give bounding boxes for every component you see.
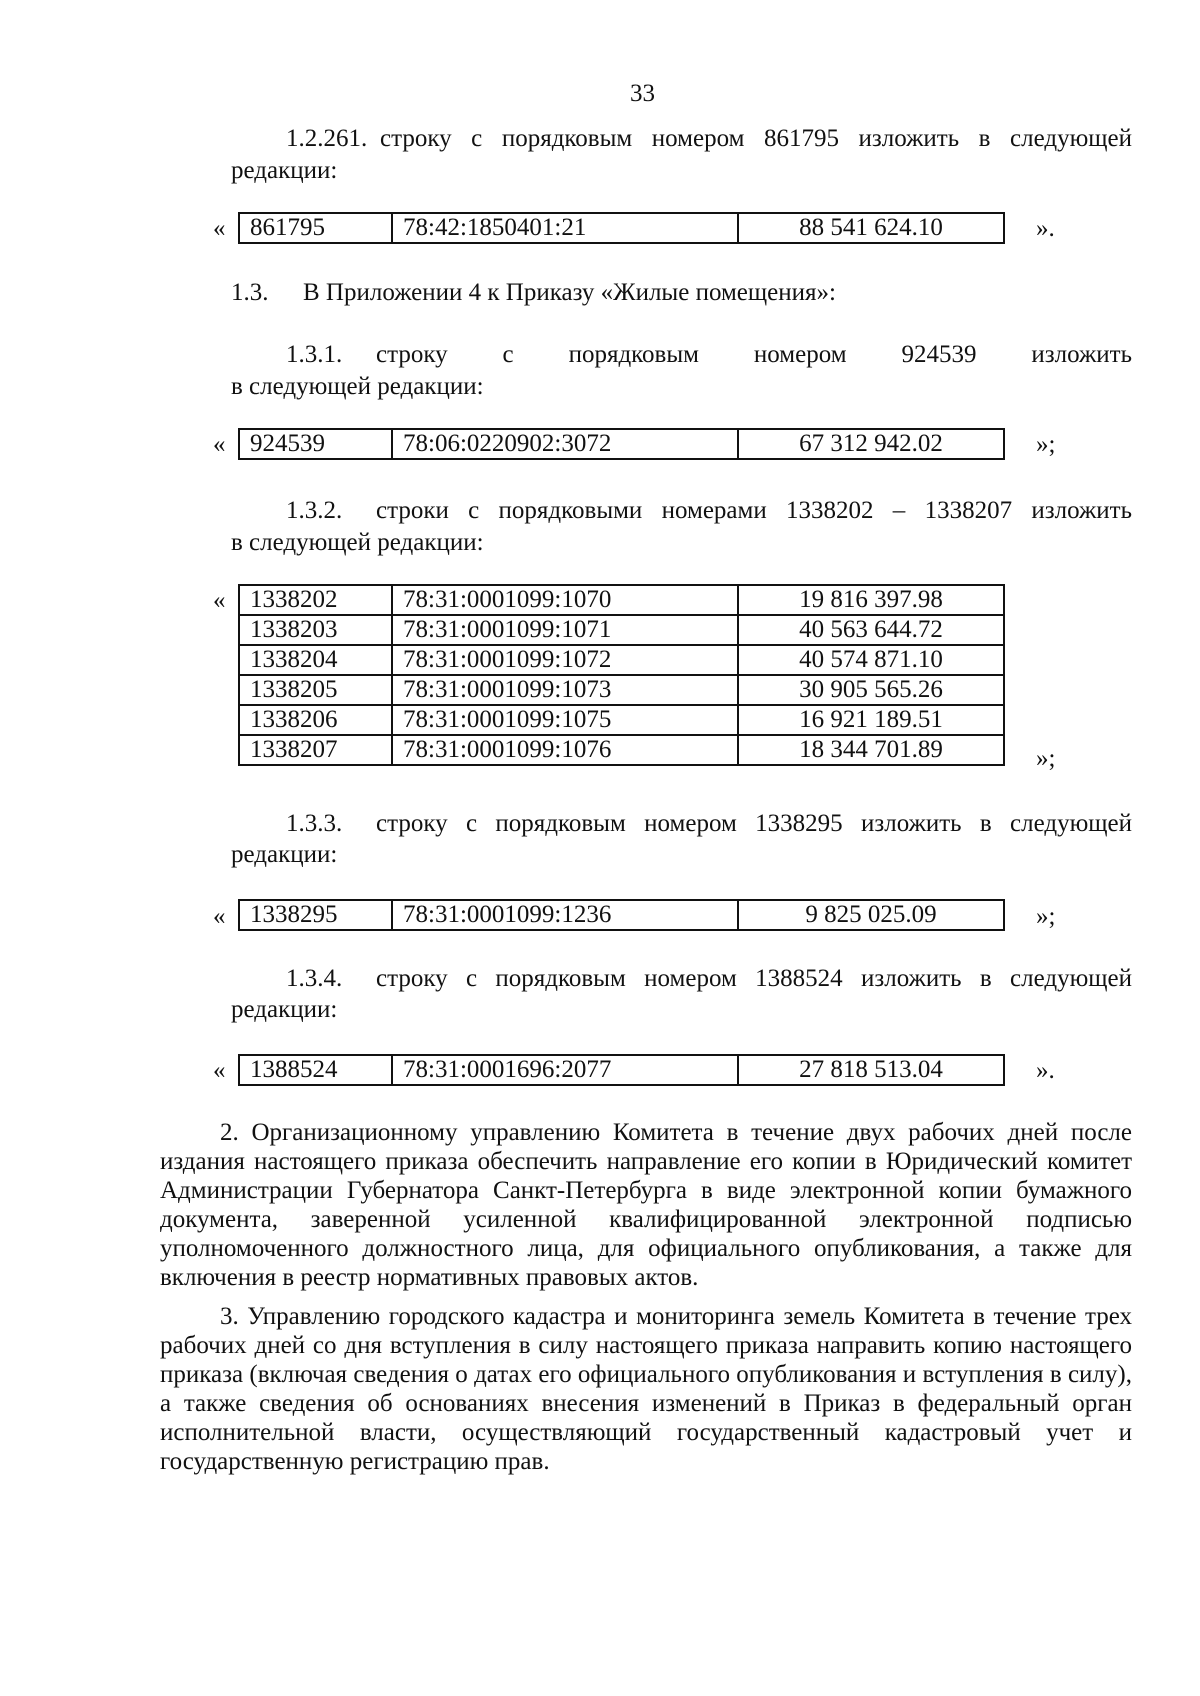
table-row <box>239 645 1004 675</box>
open-quote: « <box>213 215 226 242</box>
value-cell: 16 921 189.51 <box>738 705 1004 735</box>
item-number: 1.3.2. <box>286 497 343 524</box>
item-number: 1.2.261. <box>286 125 368 152</box>
table-row <box>239 675 1004 705</box>
item-text-continuation: редакции: <box>231 841 338 868</box>
page-number: 33 <box>630 80 655 107</box>
item-number: 1.3.1. <box>286 341 343 368</box>
close-quote: »; <box>1036 903 1056 930</box>
row-number-cell: 1388524 <box>239 1055 392 1085</box>
item-text: В Приложении 4 к Приказу «Жилые помещения»: <box>303 279 836 306</box>
value-cell: 19 816 397.98 <box>738 585 1004 615</box>
value-cell: 67 312 942.02 <box>738 429 1004 459</box>
close-quote: ». <box>1036 1057 1055 1084</box>
table-row <box>239 1055 1004 1085</box>
item-text: строку с порядковым номером 1338295 изложить в следующей <box>376 810 1132 837</box>
item-text: строку с порядковым номером 1388524 изложить в следующей <box>376 965 1132 992</box>
data-table <box>238 899 1005 931</box>
cadastral-number-cell: 78:31:0001099:1071 <box>392 615 738 645</box>
value-cell: 40 563 644.72 <box>738 615 1004 645</box>
cadastral-number-cell: 78:31:0001099:1070 <box>392 585 738 615</box>
item-text: строку с порядковым номером 861795 изложить в следующей <box>380 125 1132 152</box>
table-row <box>239 735 1004 765</box>
row-number-cell: 861795 <box>239 213 392 243</box>
value-cell: 40 574 871.10 <box>738 645 1004 675</box>
item-text-continuation: редакции: <box>231 157 338 184</box>
value-cell: 30 905 565.26 <box>738 675 1004 705</box>
value-cell: 9 825 025.09 <box>738 900 1004 930</box>
close-quote: ». <box>1036 215 1055 242</box>
table-row <box>239 615 1004 645</box>
data-table <box>238 212 1005 244</box>
table-row <box>239 213 1004 243</box>
row-number-cell: 1338207 <box>239 735 392 765</box>
cadastral-number-cell: 78:31:0001099:1076 <box>392 735 738 765</box>
row-number-cell: 1338203 <box>239 615 392 645</box>
row-number-cell: 1338204 <box>239 645 392 675</box>
paragraph-2-text: 2. Организационному управлению Комитета в течение двух рабочих дней после издания настоящего приказа обеспечить направление его копии в Юридический комитет Администрации Губернатора Санкт-Петербурга в виде электронной копии бумажного документа, заверенной усиленной квалифицированной электронной подписью уполномоченного должностного лица, для официального опубликования, а также для включения в реестр нормативных правовых актов. <box>160 1119 1132 1291</box>
item-text-continuation: в следующей редакции: <box>231 373 484 400</box>
value-cell: 88 541 624.10 <box>738 213 1004 243</box>
paragraph-3-text: 3. Управлению городского кадастра и мониторинга земель Комитета в течение трех рабочих дней со дня вступления в силу настоящего приказа направить копию настоящего приказа (включая сведения о датах его официального опубликования и вступления в силу), а также сведения об основаниях внесения изменений в Приказ в федеральный орган исполнительной власти, осуществляющий государственный кадастровый учет и государственную регистрацию прав. <box>160 1303 1132 1475</box>
cadastral-number-cell: 78:31:0001099:1072 <box>392 645 738 675</box>
table-row <box>239 705 1004 735</box>
row-number-cell: 924539 <box>239 429 392 459</box>
table-row <box>239 900 1004 930</box>
cadastral-number-cell: 78:06:0220902:3072 <box>392 429 738 459</box>
cadastral-number-cell: 78:31:0001099:1236 <box>392 900 738 930</box>
open-quote: « <box>213 431 226 458</box>
item-text: строку с порядковым номером 924539 изложить <box>376 341 1132 368</box>
item-number: 1.3. <box>231 279 269 306</box>
item-text-continuation: редакции: <box>231 996 338 1023</box>
item-text-continuation: в следующей редакции: <box>231 529 484 556</box>
paragraph-3 <box>160 1302 1132 1476</box>
open-quote: « <box>213 903 226 930</box>
row-number-cell: 1338295 <box>239 900 392 930</box>
data-table <box>238 584 1005 766</box>
item-number: 1.3.4. <box>286 965 343 992</box>
data-table <box>238 1054 1005 1086</box>
cadastral-number-cell: 78:31:0001099:1073 <box>392 675 738 705</box>
open-quote: « <box>213 587 226 614</box>
cadastral-number-cell: 78:31:0001099:1075 <box>392 705 738 735</box>
value-cell: 27 818 513.04 <box>738 1055 1004 1085</box>
cadastral-number-cell: 78:42:1850401:21 <box>392 213 738 243</box>
cadastral-number-cell: 78:31:0001696:2077 <box>392 1055 738 1085</box>
item-number: 1.3.3. <box>286 810 343 837</box>
table-row <box>239 585 1004 615</box>
row-number-cell: 1338202 <box>239 585 392 615</box>
table-row <box>239 429 1004 459</box>
row-number-cell: 1338205 <box>239 675 392 705</box>
close-quote: »; <box>1036 745 1056 772</box>
close-quote: »; <box>1036 431 1056 458</box>
value-cell: 18 344 701.89 <box>738 735 1004 765</box>
row-number-cell: 1338206 <box>239 705 392 735</box>
open-quote: « <box>213 1057 226 1084</box>
item-text: строки с порядковыми номерами 1338202 – 1338207 изложить <box>376 497 1132 524</box>
data-table <box>238 428 1005 460</box>
paragraph-2 <box>160 1118 1132 1292</box>
